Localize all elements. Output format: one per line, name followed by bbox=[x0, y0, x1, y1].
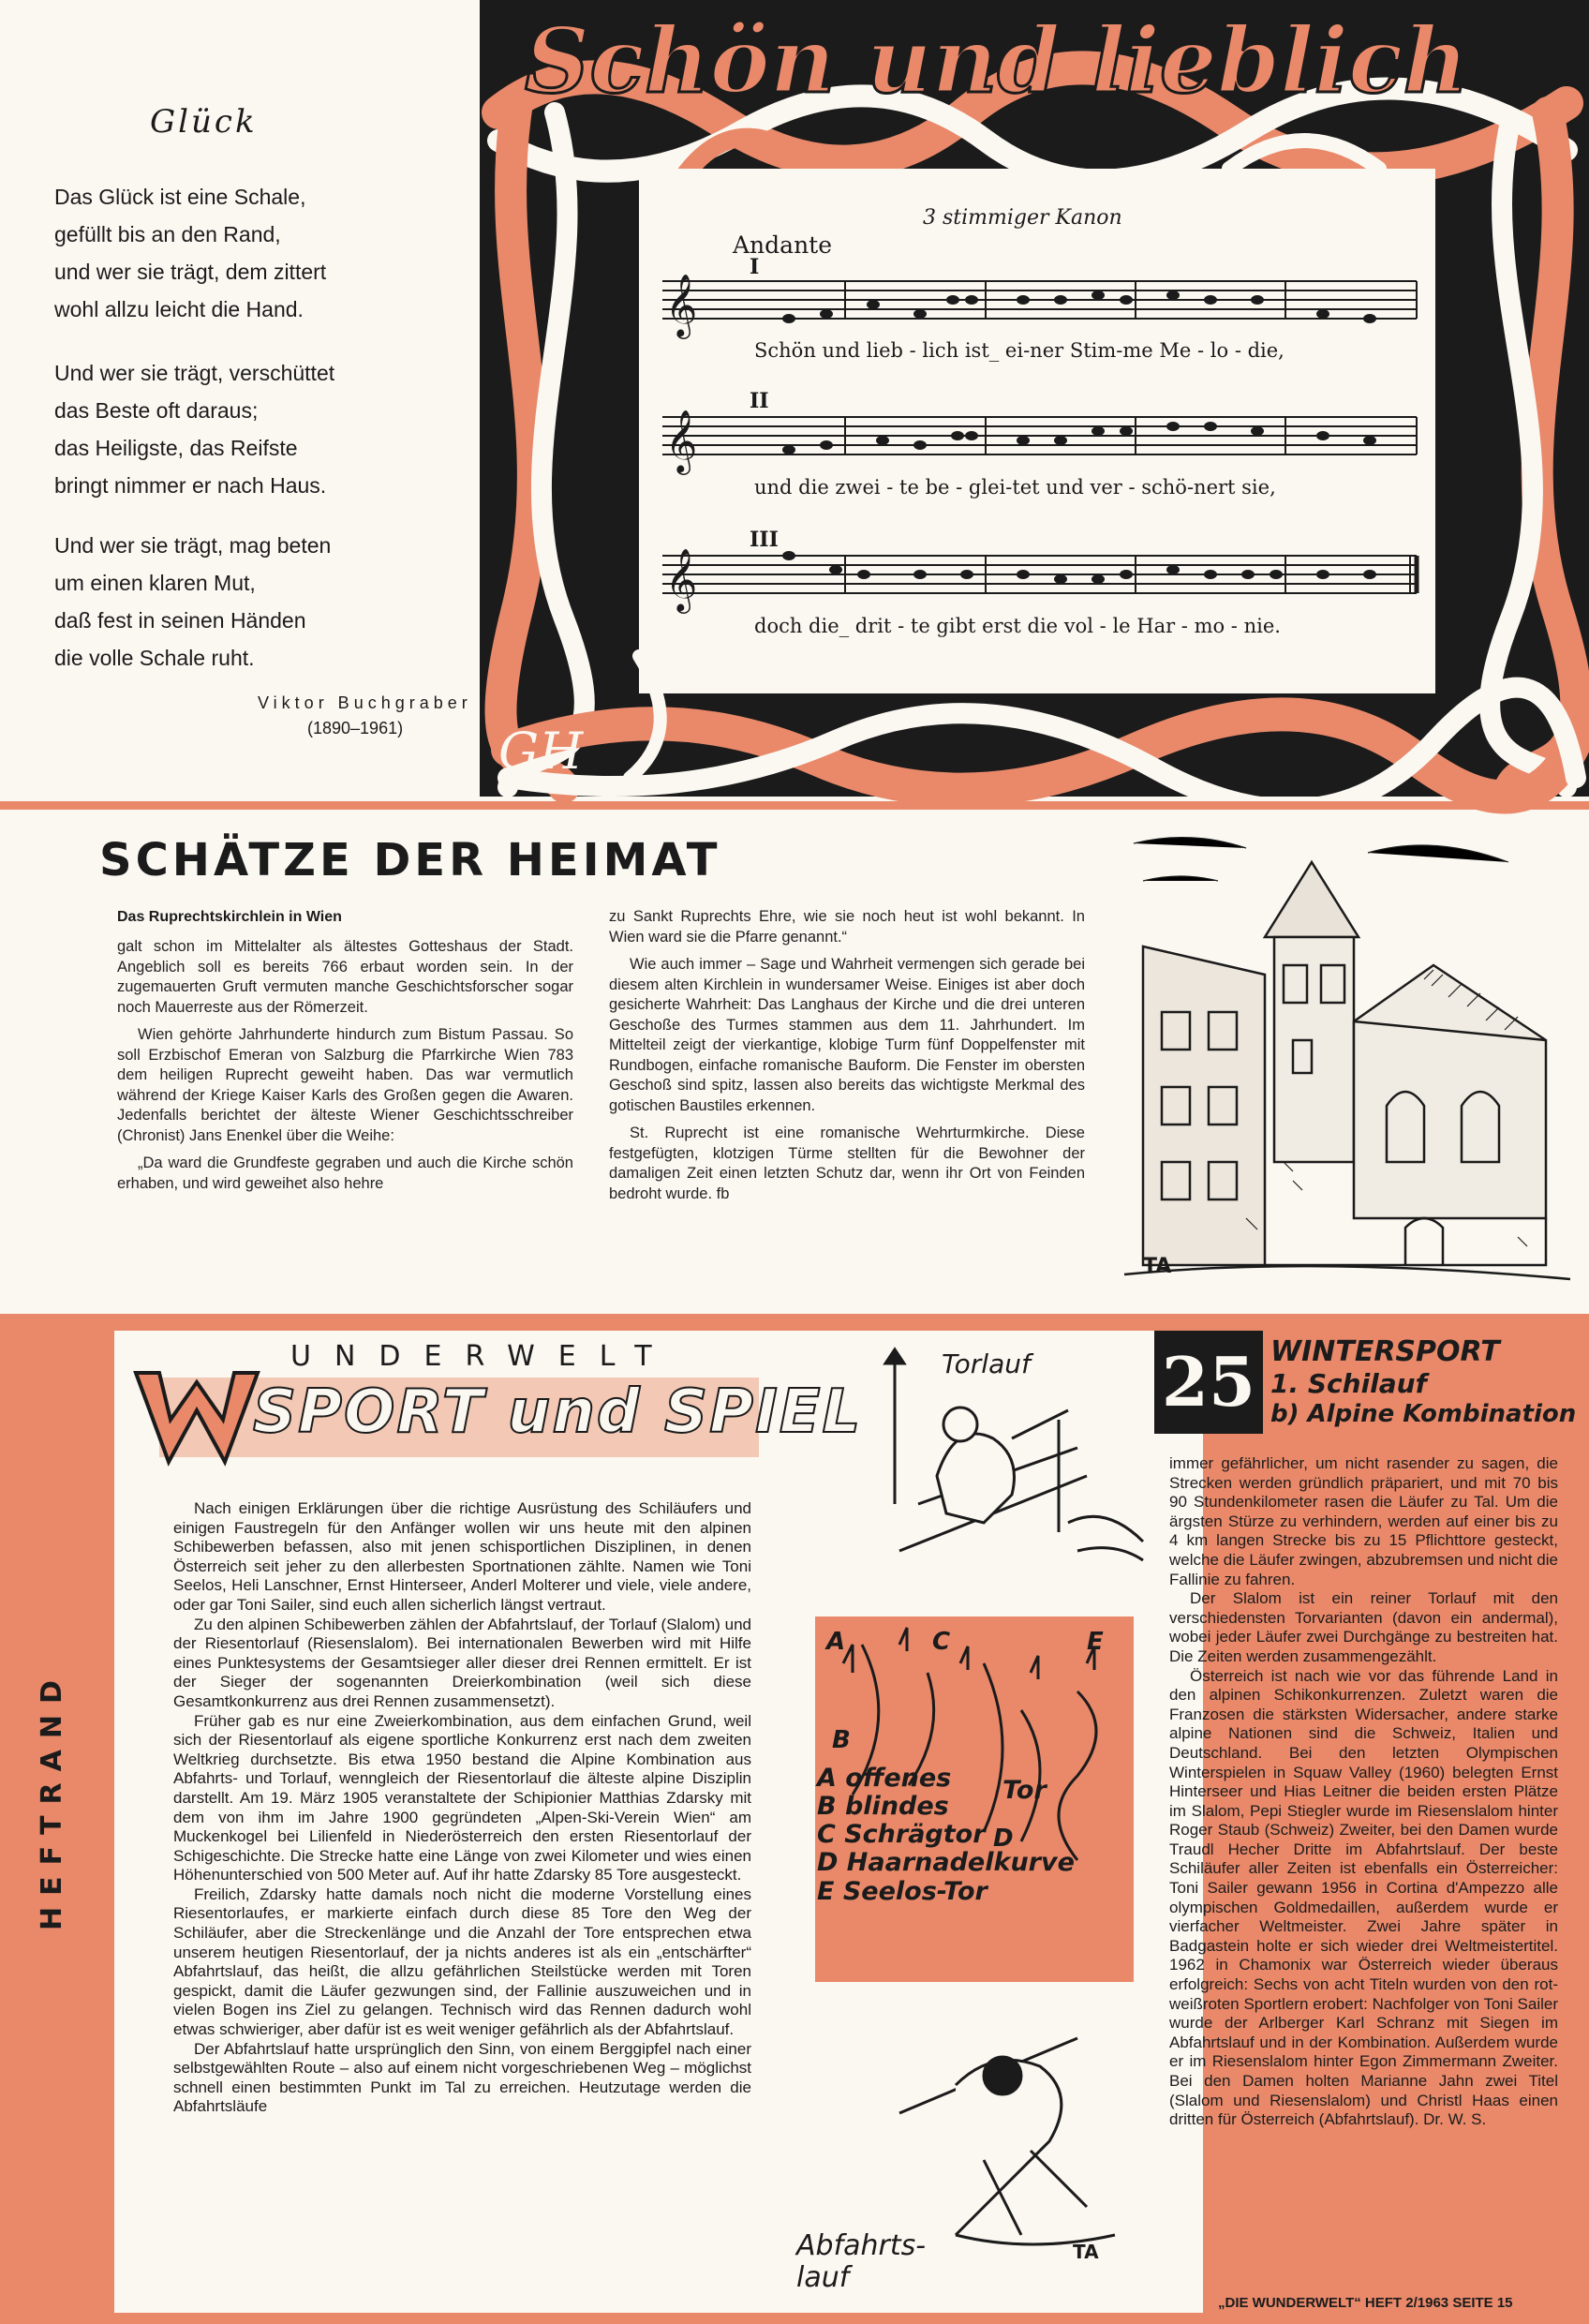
poem-line: gefüllt bis an den Rand, bbox=[54, 222, 281, 246]
svg-text:TA: TA bbox=[1073, 2241, 1099, 2263]
poem-line: daß fest in seinen Händen bbox=[54, 608, 306, 633]
paragraph: Nach einigen Erklärungen über die richtige Ausrüstung des Schiläufers und einigen Faustregeln für den Anfänger wollen wir uns heute mit den alpinen Schibewerben befassen, also mit jenen schisportlichen Disziplinen, in denen Österreich seit jeher zu den allerbesten Sportnationen zählte. Namen wie Toni Seelos, Heli Lanschner, Ernst Hinterseer, Anderl Molterer und viele, viele andere, oder gar Toni Sailer, sind euch allen sicherlich längst vertraut. bbox=[173, 1499, 751, 1614]
series-number-badge: 25 bbox=[1154, 1331, 1263, 1434]
torlauf-label: Torlauf bbox=[942, 1348, 1031, 1379]
poem-line: die volle Schale ruht. bbox=[54, 646, 255, 670]
heimat-title: SCHÄTZE DER HEIMAT bbox=[99, 834, 721, 886]
series-subtitle: b) Alpine Kombination bbox=[1270, 1400, 1577, 1428]
heimat-subtitle: Das Ruprechtskirchlein in Wien bbox=[117, 909, 342, 925]
poem-line: das Beste oft daraus; bbox=[54, 398, 259, 423]
svg-text:𝄞: 𝄞 bbox=[665, 547, 698, 611]
svg-text:𝄞: 𝄞 bbox=[665, 273, 698, 336]
voice-number: III bbox=[750, 528, 779, 552]
svg-text:C: C bbox=[932, 1628, 951, 1656]
paragraph: Wie auch immer – Sage und Wahrheit vermengen sich gerade bei diesem alten Kirchlein in wundersamer Weise. Einiges ist aber doch gesicherte Wahrheit: Das Langhaus der Kirche und die drei unteren Geschoße des Turmes stammen aus dem 11. Jahrhundert. Im Mittelteil zeigt der vierkantige, klobige Turm fünf Doppelfenster mit Rundbogen, einfache romanische Bauform. Die Fenster im obersten Geschoß sind spitz, lassen also bereits das wichtigste Merkmal des gotischen Baustiles erkennen. bbox=[609, 956, 1085, 1114]
poem-line: und wer sie trägt, dem zittert bbox=[54, 260, 327, 284]
poem-line: um einen klaren Mut, bbox=[54, 571, 256, 595]
gate-legend-item: E Seelos-Tor bbox=[817, 1877, 988, 1906]
svg-text:D: D bbox=[993, 1825, 1014, 1853]
canon-subtitle: 3 stimmiger Kanon bbox=[923, 206, 1122, 230]
heimat-column-1 bbox=[117, 937, 573, 1201]
poem-title: Glück bbox=[150, 103, 258, 141]
margin-label: HEFTRAND bbox=[36, 1669, 68, 1930]
lyric-line: Schön und lieb - lich ist_ ei-ner Stim-me Me - lo - die, bbox=[754, 339, 1285, 362]
svg-text:A: A bbox=[826, 1628, 846, 1656]
canon-tempo: Andante bbox=[733, 231, 833, 259]
poem-line: Das Glück ist eine Schale, bbox=[54, 185, 306, 209]
sport-column-1 bbox=[173, 1499, 751, 2117]
paragraph: immer gefährlicher, um nicht rasender zu sagen, die Strecken werden gründlich präpariert, und mit 70 bis 90 Stundenkilometer rasen die Läufer zu Tal. Um die ärgsten Stürze zu verhindern, werden auf einer bis zu 4 km langen Strecke bis zu 15 Pflichttore gesteckt, welche die Läufer zwingen, abzubremsen und nicht die Fallinie zu fahren. bbox=[1169, 1454, 1558, 1588]
poem-line: wohl allzu leicht die Hand. bbox=[54, 297, 304, 321]
voice-number: II bbox=[750, 389, 769, 413]
paragraph: Wien gehörte Jahrhunderte hindurch zum Bistum Passau. So soll Erzbischof Emeran von Salzburg die Pfarrkirche Wien 783 dem heiligen Ruprecht geweiht haben. Das war vermutlich während der Kriege Kaiser Karls des Großen gegen die Awaren. Jedenfalls berichtet der älteste Wiener Geschichtsschreiber (Chronist) Jans Enenkel über die Weihe: bbox=[117, 1026, 573, 1144]
svg-text:E: E bbox=[1087, 1628, 1104, 1656]
lyric-line: und die zwei - te be - glei-tet und ver - schö-nert sie, bbox=[754, 476, 1276, 499]
section-divider bbox=[0, 801, 1589, 810]
poem-author: Viktor Buchgraber bbox=[258, 693, 472, 712]
poem-years: (1890–1961) bbox=[307, 719, 404, 737]
heimat-column-2 bbox=[609, 907, 1085, 1212]
sport-column-2 bbox=[1169, 1454, 1558, 2130]
svg-text:GH: GH bbox=[498, 722, 584, 781]
paragraph: Freilich, Zdarsky hatte damals noch nicht die moderne Vorstellung eines Riesentorlaufes, er markierte einfach durch diese 85 Tore den Weg der Schiläufer, aber die Streckenlänge und die Anzahl der Tore entsprechen etwa unserem heutigen Riesentorlauf, der ja nichts anderes ist als ein „entschärfter“ Abfahrtslauf, das heißt, die allzu gefährlichen Steilstücke werden mit Toren gespickt, damit die Läufer gezwungen sind, der Fallinie auszuweichen und in vielen Bogen ins Ziel zu gelangen. Technisch wird das Rennen dadurch wohl etwas schwieriger, aber dafür ist es weit weniger gefährlich als der Abfahrtslauf. bbox=[173, 1885, 751, 2039]
poem-stanza-1 bbox=[54, 178, 429, 328]
canon-frame-illustration bbox=[480, 0, 1589, 797]
gate-legend-item: C Schrägtor bbox=[817, 1820, 986, 1849]
svg-text:B: B bbox=[832, 1726, 851, 1754]
illustrator-mark: TA bbox=[1143, 1255, 1172, 1278]
series-subtitle: 1. Schilauf bbox=[1270, 1368, 1427, 1399]
poem-line: Und wer sie trägt, mag beten bbox=[54, 533, 332, 558]
paragraph: Der Slalom ist ein reiner Torlauf mit den verschiedensten Torvarianten (davon ein andermal), wobei jeder Läufer zwei Durchgänge zu bestreiten hat. Die Zeiten werden zusammengezählt. bbox=[1169, 1589, 1558, 1665]
logo-wunderwelt-text: UNDERWELT bbox=[290, 1340, 676, 1373]
abfahrtslauf-label: Abfahrts-lauf bbox=[796, 2229, 927, 2294]
canon-title: Schön und lieblich bbox=[525, 7, 1469, 113]
paragraph: galt schon im Mittelalter als ältestes Gotteshaus der Stadt. Angeblich soll es bereits 766 erbaut worden sein. In der zugemauerten Gruft vermuten manche Geschichtsforscher sogar noch Mauerreste aus der Römerzeit. bbox=[117, 938, 573, 1016]
poem-line: bringt nimmer er nach Haus. bbox=[54, 473, 327, 498]
paragraph: zu Sankt Ruprechts Ehre, wie sie noch heut ist wohl bekannt. In Wien ward sie die Pfarre genannt.“ bbox=[609, 908, 1085, 946]
poem-stanza-2 bbox=[54, 354, 429, 504]
gate-legend-tor: Tor bbox=[1002, 1776, 1047, 1805]
logo-sport-und-spiel-text: SPORT und SPIEL bbox=[253, 1378, 863, 1447]
page-footer: „DIE WUNDERWELT“ HEFT 2/1963 SEITE 15 bbox=[1218, 2295, 1513, 2311]
series-title: WINTERSPORT bbox=[1270, 1335, 1500, 1368]
gate-legend-item: B blindes bbox=[817, 1792, 949, 1821]
paragraph: Zu den alpinen Schibewerben zählen der Abfahrtslauf, der Torlauf (Slalom) und der Riesentorlauf (Riesenslalom). Bei internationalen Bewerben wird mit Hilfe eines Punktesystems der Gesamtsieger aller dieser drei Rennen ermittelt. Er ist der Sieger der sogenannten Dreierkombination (weil sich diese Gesamtkonkurrenz aus drei Rennen zusammensetzt). bbox=[173, 1615, 751, 1710]
paragraph: „Da ward die Grundfeste gegraben und auch die Kirche schön erhaben, und wird geweihet also hehre bbox=[117, 1155, 573, 1192]
church-illustration bbox=[1124, 825, 1570, 1289]
gate-legend-item: D Haarnadelkurve bbox=[817, 1848, 1075, 1877]
svg-text:𝄞: 𝄞 bbox=[665, 409, 698, 472]
poem-line: das Heiligste, das Reifste bbox=[54, 436, 298, 460]
paragraph: Österreich ist nach wie vor das führende Land in den alpinen Schikonkurrenzen. Zuletzt waren die Franzosen die stärksten Widersacher, andere starke alpine Nationen sind die Schweiz, Italien und Deutschland. Bei den letzten Olympischen Winterspielen in Squaw Valley (1960) belegten Ernst Hinterseer und Hias Leitner die beiden ersten Plätze im Slalom, Pepi Stiegler wurde im Riesenslalom hinter Roger Staub (Schweiz) Zweiter, bei den Damen wurde Traudl Hecher Dritte im Abfahrtslauf. Der beste Schiläufer aller Zeiten ist ebenfalls ein Österreicher: Toni Sailer gewann 1956 in Cortina d'Ampezzo alle olympischen Goldmedaillen, außerdem wurde er vierfacher Weltmeister. Zwei Jahre später in Badgastein holte er sich wieder drei Weltmeistertitel. 1962 in Chamonix war Österreich wieder überaus erfolgreich: Sechs von acht Titeln wurden von den rot-weißroten Sportlern erobert: Nachfolger von Toni Sailer wurde der Arlberger Karl Schranz mit Siegen im Abfahrtslauf und in der Kombination. Außerdem wurde er im Riesenslalom hinter Egon Zimmermann Zweiter. Bei den Damen holten Marianne Jahn zwei Titel (Slalom und Riesenslalom) und Christl Haas einen dritten für Österreich (Abfahrtslauf). Dr. W. S. bbox=[1169, 1666, 1558, 2129]
poem-stanza-3 bbox=[54, 527, 429, 677]
voice-number: I bbox=[750, 255, 760, 279]
gate-legend-item: A offenes bbox=[817, 1764, 952, 1793]
poem-line: Und wer sie trägt, verschüttet bbox=[54, 361, 335, 385]
lyric-line: doch die_ drit - te gibt erst die vol - le Har - mo - nie. bbox=[754, 615, 1281, 637]
paragraph: Der Abfahrtslauf hatte ursprünglich den Sinn, von einem Berggipfel nach einer selbstgewählten Route – also auf einem nicht vorgeschriebenen Weg – möglichst schnell einen bestimmten Punkt im Tal zu erreichen. Heutzutage werden die Abfahrtsläufe bbox=[173, 2039, 751, 2116]
paragraph: St. Ruprecht ist eine romanische Wehrturmkirche. Diese festgefügten, klotzigen Türme stellten für die Bewohner der damaligen Zeit einen letzten Schutz dar, wenn ihr Ort von Feinden bedroht wurde. fb bbox=[609, 1125, 1085, 1202]
paragraph: Früher gab es nur eine Zweierkombination, aus dem einfachen Grund, weil sich der Riesentorlauf als eigene sportliche Konkurrenz erst nach dem zweiten Weltkrieg durchsetzte. Bis etwa 1950 bestand die Alpine Kombination aus Abfahrts- und Torlauf, wenngleich der Riesentorlauf die älteste alpine Disziplin darstellt. Am 19. März 1905 veranstaltete der Schipionier Matthias Zdarsky mit dem von ihm im Jahre 1900 gegründeten „Alpen-Ski-Verein Wien“ am Muckenkogel bei Lilienfeld in Niederösterreich den ersten Riesentorlauf der Schigeschichte. Die Strecke hatte eine Länge von zwei Kilometer und wies einen Höhenunterschied von 500 Meter auf. Auf ihr hatte Zdarsky 85 Tore ausgesteckt. bbox=[173, 1711, 751, 1885]
